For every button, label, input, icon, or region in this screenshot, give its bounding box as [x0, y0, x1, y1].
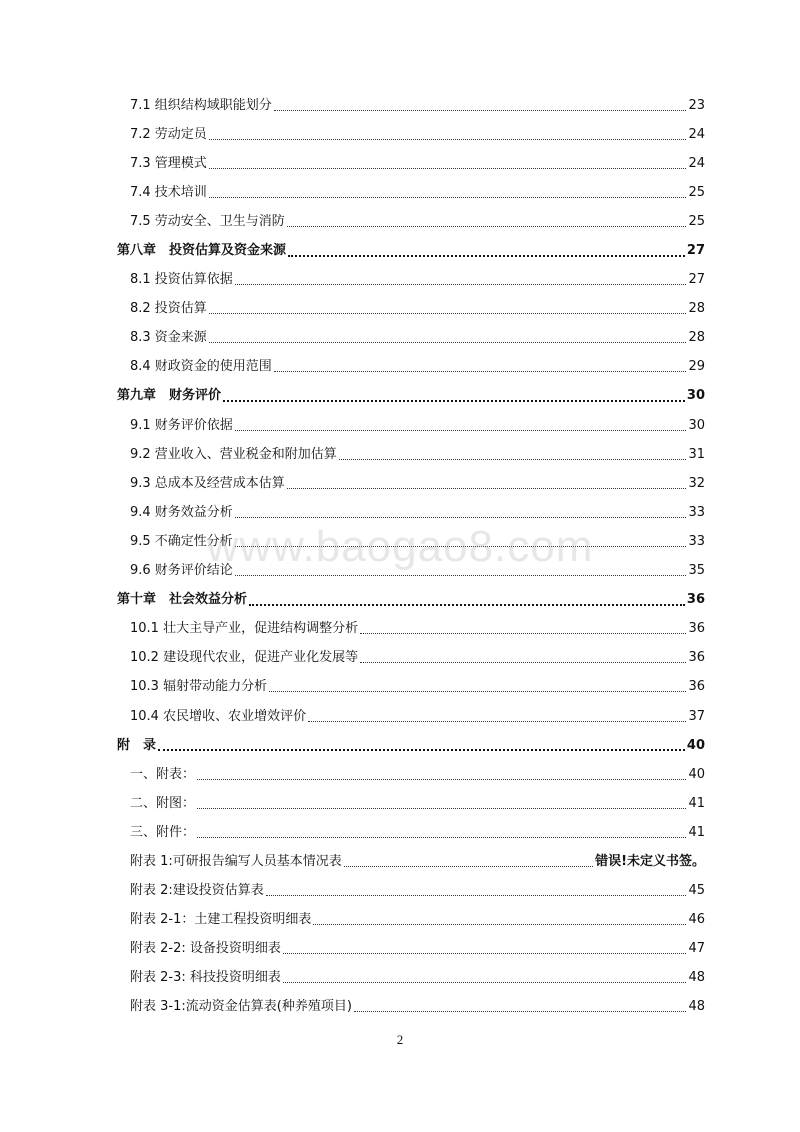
dot-leader [223, 399, 685, 402]
toc-entry-title: 9.3 总成本及经营成本估算 [130, 475, 285, 491]
watermark: www.baogao8.com [206, 522, 594, 571]
toc-section-entry[interactable] [0, 440, 800, 469]
dot-leader [360, 661, 686, 663]
toc-entry-title: 9.1 财务评价依据 [130, 417, 233, 433]
toc-section-entry[interactable] [0, 266, 800, 295]
toc-entry-title: 7.5 劳动安全、卫生与消防 [130, 213, 285, 229]
toc-entry-page-number: 36 [688, 621, 705, 637]
dot-leader [274, 370, 687, 372]
toc-chapter-entry[interactable] [0, 382, 800, 411]
dot-leader [266, 894, 687, 896]
dot-leader [209, 312, 687, 314]
toc-entry-page-number: 23 [688, 97, 705, 113]
toc-section-entry[interactable] [0, 702, 800, 731]
dot-leader [283, 952, 687, 954]
toc-section-entry[interactable] [0, 498, 800, 527]
toc-section-entry[interactable] [0, 847, 800, 876]
toc-entry-page-number: 30 [686, 388, 705, 404]
toc-entry-title: 10.1 壮大主导产业，促进结构调整分析 [130, 621, 359, 637]
toc-entry-title: 附表 2:建设投资估算表 [130, 883, 264, 899]
dot-leader [308, 720, 686, 722]
toc-entry-page-number: 36 [686, 592, 705, 608]
toc-chapter-entry[interactable] [0, 236, 800, 265]
toc-entry-page-number: 29 [688, 359, 705, 375]
toc-entry-title: 附表 3-1:流动资金估算表(种养殖项目) [130, 999, 352, 1015]
toc-entry-title: 二、附图： [130, 795, 196, 811]
toc-entry-page-number: 36 [688, 650, 705, 666]
toc-entry-page-number: 28 [688, 301, 705, 317]
dot-leader [274, 109, 687, 111]
toc-entry-title: 10.3 辐射带动能力分析 [130, 679, 268, 695]
toc-section-entry[interactable] [0, 353, 800, 382]
toc-entry-page-number: 28 [688, 330, 705, 346]
dot-leader [287, 487, 687, 489]
toc-section-entry[interactable] [0, 818, 800, 847]
dot-leader [158, 748, 685, 751]
toc-section-entry[interactable] [0, 91, 800, 120]
toc-entry-title: 7.2 劳动定员 [130, 126, 207, 142]
dot-leader [269, 690, 686, 692]
dot-leader [235, 545, 687, 547]
toc-entry-page-number: 45 [688, 883, 705, 899]
toc-section-entry[interactable] [0, 906, 800, 935]
toc-entry-title: 10.2 建设现代农业，促进产业化发展等 [130, 650, 359, 666]
toc-section-entry[interactable] [0, 673, 800, 702]
toc-section-entry[interactable] [0, 877, 800, 906]
toc-section-entry[interactable] [0, 411, 800, 440]
toc-entry-page-number: 31 [688, 446, 705, 462]
toc-section-entry[interactable] [0, 644, 800, 673]
dot-leader [197, 778, 686, 780]
dot-leader [197, 836, 686, 838]
toc-section-entry[interactable] [0, 149, 800, 178]
dot-leader [283, 981, 687, 983]
toc-entry-page-number: 41 [688, 795, 705, 811]
toc-entry-title: 附表 2-1：土建工程投资明细表 [130, 912, 312, 928]
page-number: 2 [396, 1032, 404, 1047]
toc-entry-page-number: 36 [688, 679, 705, 695]
toc-section-entry[interactable] [0, 527, 800, 556]
dot-leader [235, 516, 687, 518]
toc-entry-page-number: 25 [688, 184, 705, 200]
toc-entry-title: 9.4 财务效益分析 [130, 504, 233, 520]
toc-entry-title: 8.4 财政资金的使用范围 [130, 359, 272, 375]
dot-leader [249, 603, 685, 606]
dot-leader [313, 923, 686, 925]
toc-entry-title: 8.2 投资估算 [130, 301, 207, 317]
toc-section-entry[interactable] [0, 178, 800, 207]
toc-entry-page-number: 27 [688, 272, 705, 288]
table-of-contents [0, 91, 800, 1022]
dot-leader [235, 574, 687, 576]
toc-section-entry[interactable] [0, 557, 800, 586]
toc-entry-page-number: 24 [688, 155, 705, 171]
toc-entry-page-number: 33 [688, 504, 705, 520]
toc-entry-page-number: 37 [688, 708, 705, 724]
toc-section-entry[interactable] [0, 120, 800, 149]
toc-entry-title: 7.4 技术培训 [130, 184, 207, 200]
toc-entry-page-number: 错误!未定义书签。 [595, 853, 705, 869]
toc-entry-page-number: 48 [688, 970, 705, 986]
dot-leader [287, 225, 687, 227]
toc-entry-title: 第八章 投资估算及资金来源 [117, 243, 287, 259]
toc-entry-page-number: 24 [688, 126, 705, 142]
toc-section-entry[interactable] [0, 469, 800, 498]
toc-section-entry[interactable] [0, 615, 800, 644]
toc-entry-page-number: 32 [688, 475, 705, 491]
toc-entry-title: 三、附件： [130, 824, 196, 840]
toc-entry-page-number: 41 [688, 824, 705, 840]
toc-entry-title: 附表 2-3: 科技投资明细表 [130, 970, 281, 986]
toc-entry-title: 9.5 不确定性分析 [130, 533, 233, 549]
toc-section-entry[interactable] [0, 760, 800, 789]
toc-entry-title: 附表 1:可研报告编写人员基本情况表 [130, 853, 342, 869]
toc-entry-title: 一、附表： [130, 766, 196, 782]
toc-entry-page-number: 40 [688, 766, 705, 782]
toc-entry-page-number: 27 [686, 243, 705, 259]
toc-section-entry[interactable] [0, 964, 800, 993]
dot-leader [339, 458, 687, 460]
toc-entry-page-number: 46 [688, 912, 705, 928]
dot-leader [360, 632, 686, 634]
dot-leader [209, 341, 687, 343]
dot-leader [235, 283, 687, 285]
toc-chapter-entry[interactable] [0, 731, 800, 760]
toc-section-entry[interactable] [0, 207, 800, 236]
toc-entry-title: 第十章 社会效益分析 [117, 592, 248, 608]
toc-entry-title: 8.1 投资估算依据 [130, 272, 233, 288]
toc-entry-page-number: 25 [688, 213, 705, 229]
toc-entry-page-number: 33 [688, 533, 705, 549]
toc-entry-page-number: 35 [688, 563, 705, 579]
toc-section-entry[interactable] [0, 993, 800, 1022]
toc-entry-title: 9.6 财务评价结论 [130, 563, 233, 579]
toc-entry-title: 第九章 财务评价 [117, 388, 222, 404]
toc-section-entry[interactable] [0, 324, 800, 353]
toc-entry-title: 8.3 资金来源 [130, 330, 207, 346]
dot-leader [235, 429, 687, 431]
dot-leader [344, 865, 593, 867]
toc-entry-page-number: 47 [688, 941, 705, 957]
toc-section-entry[interactable] [0, 935, 800, 964]
toc-section-entry[interactable] [0, 295, 800, 324]
dot-leader [209, 167, 687, 169]
dot-leader [354, 1010, 687, 1012]
toc-entry-page-number: 40 [686, 737, 705, 753]
dot-leader [209, 196, 687, 198]
toc-entry-title: 7.1 组织结构域职能划分 [130, 97, 272, 113]
toc-entry-page-number: 48 [688, 999, 705, 1015]
toc-entry-title: 附表 2-2: 设备投资明细表 [130, 941, 281, 957]
toc-entry-title: 7.3 管理模式 [130, 155, 207, 171]
toc-entry-title: 9.2 营业收入、营业税金和附加估算 [130, 446, 337, 462]
dot-leader [288, 254, 685, 257]
toc-entry-title: 附 录 [117, 737, 157, 753]
toc-chapter-entry[interactable] [0, 586, 800, 615]
toc-entry-page-number: 30 [688, 417, 705, 433]
toc-entry-title: 10.4 农民增收、农业增效评价 [130, 708, 307, 724]
toc-section-entry[interactable] [0, 789, 800, 818]
dot-leader [209, 138, 687, 140]
dot-leader [197, 807, 686, 809]
